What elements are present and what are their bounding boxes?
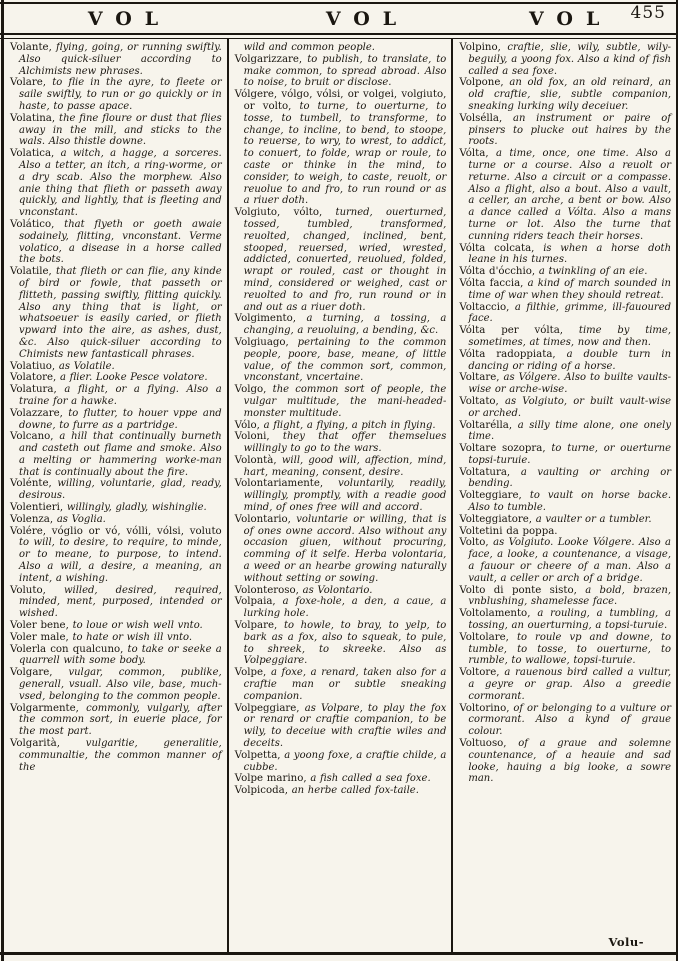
entry-headword: Voltore,: [459, 667, 505, 679]
entry-headword: Voler bene,: [10, 620, 73, 632]
entry-headword: Volére, vóglio or vó, vólli, vólsi, voluto: [10, 525, 222, 537]
entry-headword: Vólta colcata,: [459, 242, 544, 254]
dictionary-entry: Voloni, they that offer themselues willingly to go to the wars.: [234, 431, 447, 455]
entry-headword: Voltarélla,: [459, 419, 518, 431]
dictionary-entry: Volgarizzare, to publish, to translate, to make common, to spread abroad. Also to noise, to bruit or disclose.: [234, 53, 447, 89]
dictionary-entry: [459, 526, 671, 538]
dictionary-entry: Volsélla, an instrument or paire of pinsers to plucke out haires by the roots.: [459, 112, 672, 148]
dictionary-entry: Volpaia, a foxe-hole, a den, a caue, a lurking hole.: [234, 596, 447, 620]
entry-headword: Vólta,: [459, 148, 497, 160]
entry-headword: Volontariamente,: [234, 478, 339, 490]
entry-headword: Volatica,: [10, 148, 61, 160]
dictionary-entry: Voluto, willed, desired, required, minded, ment, purposed, intended or wished.: [10, 584, 222, 620]
dictionary-entry: Volteggiatore, a vaulter or a tumbler.: [459, 513, 652, 525]
dictionary-entry: Volgo, the common sort of people, the vulgar multitude, the mani-headed-monster multitude.: [234, 384, 447, 419]
entry-headword: Volpe,: [234, 667, 271, 679]
catchword: Volu-: [608, 935, 644, 949]
entry-headword: Voltare,: [459, 372, 504, 384]
dictionary-entry: Volatore, a flier. Looke Pesce volatore.: [10, 372, 208, 384]
running-title-col3: VOL: [529, 8, 613, 30]
entry-headword: Volpicoda,: [234, 785, 292, 797]
dictionary-entry: Vólta d'ócchio, a twinkling of an eie.: [459, 266, 648, 278]
entry-headword: Voluto,: [10, 584, 64, 596]
entry-headword: Volenza,: [10, 513, 57, 525]
entry-headword: Volentieri,: [10, 502, 67, 514]
dictionary-entry: Volpe marino, a fish called a sea foxe.: [234, 773, 431, 785]
entry-headword: Volatile,: [10, 266, 57, 278]
dictionary-entry: Voltore, a rauenous bird called a vultur, a geyre or grap. Also a greedie cormorant.: [459, 667, 672, 702]
dictionary-entry: Vólo, a flight, a flying, a pitch in flying.: [234, 419, 436, 431]
entry-headword: Voltetini da poppa.: [459, 525, 558, 537]
entry-headword: Volgarizzare,: [234, 53, 308, 65]
dictionary-entry: Voltato, as Volgiuto, or built vault-wise or arched.: [459, 395, 672, 419]
dictionary-entry: Volpe, a foxe, a renard, taken also for a craftie man or subtle sneaking companion.: [234, 667, 447, 702]
entry-headword: Volpe marino,: [234, 773, 311, 785]
entry-headword: Volontà,: [234, 454, 282, 466]
dictionary-entry: Volonteroso, as Volontario.: [234, 584, 373, 596]
entry-headword: Volonteroso,: [234, 584, 303, 596]
dictionary-entry: Vólta radoppiata, a double turn in dancing or riding of a horse.: [459, 348, 672, 372]
entry-headword: Voltolamento,: [459, 608, 538, 620]
entry-headword: Volatura,: [10, 384, 65, 396]
dictionary-entry: Volpare, to howle, to bray, to yelp, to bark as a fox, also to squeak, to pule, to shreek, to skreeke. Also as Volpeggiare.: [234, 620, 447, 667]
page-number: 455: [630, 3, 666, 23]
dictionary-entry: Voltare, as Vólgere. Also to builte vaults-wise or arche-wise.: [459, 372, 672, 396]
dictionary-entry: Volpicoda, an herbe called fox-taile.: [234, 785, 419, 797]
entry-headword: Volcano,: [10, 431, 60, 443]
dictionary-entry: Voler male, to hate or wish ill vnto.: [10, 631, 193, 643]
dictionary-entry: Volére, vóglio or vó, vólli, vólsi, voluto to will, to desire, to require, to minde, or to meane, to purpose, to intend. Also a will, a desire, a meaning, an intent, a wishing.: [10, 525, 222, 584]
entry-headword: Voltorino,: [459, 702, 514, 714]
entry-headword: Volatiuo,: [10, 360, 59, 372]
entry-headword: Volénte,: [10, 478, 58, 490]
dictionary-entry: Volpetta, a yoong foxe, a craftie childe, a cubbe.: [234, 749, 447, 773]
running-title-col1: VOL: [87, 8, 172, 30]
entry-headword: Volpaia,: [234, 596, 283, 608]
entry-headword: Volpeggiare,: [234, 702, 305, 714]
dictionary-entry: wild and common people.: [243, 42, 375, 53]
entry-headword: Volante,: [10, 42, 56, 53]
dictionary-entry: Voltare sozopra, to turne, or ouerturne topsi-turuie.: [459, 443, 672, 466]
entry-headword: Vólta faccia,: [459, 277, 528, 289]
dictionary-entry: Volentieri, willingly, gladly, wishinglie.: [10, 502, 207, 514]
entry-headword: Vólta radoppiata,: [459, 348, 567, 360]
dictionary-entry: Volgiuago, pertaining to the common people, poore, base, meane, of little value, of the common sort, common, vnconstant, vncertaine.: [234, 336, 447, 384]
entry-headword: Volpare,: [234, 620, 284, 632]
entry-headword: Volgimento,: [234, 313, 307, 325]
entry-headword: Volpetta,: [234, 749, 285, 761]
dictionary-entry: Volgarmente, commonly, vulgarly, after the common sort, in euerie place, for the most part.: [10, 702, 222, 738]
dictionary-entry: Voltatura, a vaulting or arching or bending.: [459, 466, 672, 490]
entry-headword: Volteggiare,: [459, 490, 530, 502]
dictionary-entry: Volontà, will, good will, affection, mind, hart, meaning, consent, desire.: [234, 454, 447, 478]
entry-headword: Volerla con qualcuno,: [10, 643, 128, 655]
dictionary-entry: Volante, flying, going, or running swiftly. Also quick-siluer according to Alchimists new phrases.: [10, 42, 222, 77]
dictionary-entry: Volteggiare, to vault on horse backe. Also to tumble.: [459, 490, 672, 514]
dictionary-entry: Vólta, a time, once, one time. Also a turne or a course. Also a reuolt or returne. Also a circuit or a compasse. Also a flight, also a bout. Also a vault, a celler, an arche, a bent or bow. Also a dance called a Vólta. Also a mans turne or lot. Also the turne that cunning riders teach their horses.: [459, 148, 672, 242]
dictionary-entry: Volatina, the fine floure or dust that flies away in the mill, and sticks to the wals. Also thistle downe.: [10, 112, 222, 148]
entry-headword: Voltare sozopra,: [459, 443, 552, 455]
entry-headword: Volgo,: [234, 384, 273, 396]
dictionary-entry: Volgiuto, vólto, turned, ouerturned, tossed, tumbled, transformed, reuolted, changed, inclined, bent, stooped, reuersed, wried, wrested, addicted, conuerted, reuolued, folded, wrapt or rouled, cast or thought in mind, considered or weighed, cast or reuolted to and fro, run round or in and out as a riuer doth.: [234, 207, 447, 313]
dictionary-entry: Voltarélla, a silly time alone, one onely time.: [459, 419, 672, 443]
entry-headword: Vólta d'ócchio,: [459, 266, 539, 278]
dictionary-entry: Voltorino, of or belonging to a vulture or cormorant. Also a kynd of graue colour.: [459, 702, 672, 738]
entry-headword: Voltolare,: [459, 631, 517, 643]
entry-headword: Volontario,: [234, 513, 297, 525]
dictionary-entry: Voler bene, to loue or wish well vnto.: [10, 620, 203, 632]
entry-headword: Volgare,: [10, 667, 69, 679]
dictionary-entry: Volénte, willing, voluntarie, glad, ready, desirous.: [10, 478, 222, 502]
dictionary-entry: Volgare, vulgar, common, publike, generall, vsuall. Also vile, base, much-vsed, belonging to the common people.: [10, 667, 222, 702]
dictionary-entry: Volático, that flyeth or goeth awaie sodainely, flitting, vnconstant. Verme volatico, a disease in a horse called the bots.: [10, 218, 222, 266]
entry-headword: Volatore,: [10, 372, 60, 384]
entry-headword: Volático,: [10, 218, 65, 230]
entry-headword: Volare,: [10, 77, 53, 89]
dictionary-entry: Voltolamento, a rouling, a tumbling, a tossing, an ouerturning, a topsi-turuie.: [459, 608, 672, 632]
dictionary-entry: Volpone, an old fox, an old reinard, an old craftie, slie, subtle companion, sneaking lurking wily deceiuer.: [459, 77, 672, 112]
entry-headword: Volteggiatore,: [459, 513, 536, 525]
dictionary-entry: Volazzare, to flutter, to houer vppe and downe, to furre as a partridge.: [10, 407, 222, 431]
dictionary-entry: Volpeggiare, as Volpare, to play the fox or renard or craftie companion, to be wily, to deceiue with craftie wiles and deceits.: [234, 702, 447, 750]
entry-headword: Vólo,: [234, 419, 264, 431]
dictionary-entry: Vólta faccia, a kind of march sounded in time of war when they should retreat.: [459, 277, 671, 301]
entry-headword: Volgarmente,: [10, 702, 87, 714]
dictionary-entry: Vólgere, vólgo, vólsi, or volgei, volgiuto, or volto, to turne, to ouerturne, to tosse, to tumbell, to transforme, to change, to incline, to bend, to stoope, to reuerse, to wry, to wrest, to addict, to conuert, to folde, wrap or roule, to caste or thinke in the mind, to consider, to weigh, to caste, reuolt, or reuolue to and fro, to run round or as a riuer doth.: [234, 89, 447, 207]
entry-headword: Volto,: [459, 537, 494, 549]
entry-headword: Volgiuago,: [234, 336, 298, 348]
dictionary-entry: Volto di ponte sisto, a bold, brazen, vnblushing, shamelesse face.: [459, 584, 672, 608]
entry-headword: Voltaccio,: [459, 301, 515, 313]
dictionary-entry: Volontariamente, voluntarily, readily, willingly, promptly, with a readie good mind, of ones free will and accord.: [234, 478, 447, 514]
column-3: [453, 39, 676, 952]
dictionary-entry: Volatura, a flight, or a flying. Also a traine for a hawke.: [10, 384, 222, 407]
entry-headword: Volsélla,: [459, 112, 514, 124]
entry-headword: Volazzare,: [10, 407, 69, 419]
entry-headword: Volpino,: [459, 42, 508, 53]
dictionary-entry: Volto, as Volgiuto. Looke Vólgere. Also a face, a looke, a countenance, a visage, a fauour or cheere of a man. Also a vault, a celler or arch of a bridge.: [459, 537, 672, 584]
dictionary-entry: Volatica, a witch, a hagge, a sorceres. Also a tetter, an itch, a ring-worme, or a dry scab. Also the morphew. Also anie thing that flieth or passeth away quickly, and lightly, that is fleeting and vnconstant.: [10, 148, 222, 219]
dictionary-entry: Volontario, voluntarie or willing, that is of ones owne accord. Also without any occasion giuen, without procuring, comming of it selfe. Herba volontaria, a weed or an hearbe growing naturally without setting or sowing.: [234, 513, 447, 584]
dictionary-entry: Volatile, that flieth or can flie, any kinde of bird or fowle, that passeth or flitteth, passing swiftly, flitting quickly. Also any thing that is light, or whatsoeuer is easily caried, or flieth vpward into the aire, as ashes, dust, &c. Also quick-siluer according to Chimists new fantasticall phrases.: [10, 266, 222, 360]
dictionary-entry: Vólta colcata, is when a horse doth leane in his turnes.: [459, 242, 672, 266]
dictionary-entry: Volgarità, vulgaritie, generalitie, communaltie, the common manner of the: [10, 738, 222, 773]
column-1: [4, 39, 227, 952]
dictionary-entry: Volare, to flie in the ayre, to fleete or saile swiftly, to run or go quickly or in haste, to passe apace.: [10, 77, 222, 112]
entry-headword: Vólgere, vólgo, vólsi, or volgei, volgiuto, or volto,: [234, 89, 447, 112]
entry-headword: Volgarità,: [10, 738, 86, 750]
top-rule: [0, 2, 678, 4]
entry-headword: Volto di ponte sisto,: [459, 584, 586, 596]
dictionary-entry: Voltolare, to roule vp and downe, to tumble, to tosse, to ouerturne, to rumble, to wallowe, topsi-turuie.: [459, 631, 672, 667]
entry-headword: Voltatura,: [459, 466, 521, 478]
entry-headword: Voler male,: [10, 631, 73, 643]
entry-headword: Volgiuto, vólto,: [234, 207, 336, 219]
dictionary-entry: Volcano, a hill that continually burneth and casteth out flame and smoke. Also a melting or hammering worke-man that is continually about the fire.: [10, 431, 222, 478]
column-2: [229, 39, 452, 952]
entry-headword: Voloni,: [234, 431, 283, 443]
entry-headword: Voltuoso,: [459, 738, 519, 750]
running-title-col2: VOL: [325, 8, 410, 30]
dictionary-entry: Voltaccio, a filthie, grimme, ill-fauoured face.: [459, 301, 672, 325]
dictionary-entry: Volenza, as Voglia.: [10, 513, 106, 525]
dictionary-entry: Volpino, craftie, slie, wily, subtle, wily-beguily, a yoong fox. Also a kind of fish called a sea foxe.: [459, 42, 672, 77]
dictionary-entry: Volatiuo, as Volatile.: [10, 360, 115, 372]
entry-headword: Voltato,: [459, 395, 506, 407]
entry-headword: Vólta per vólta,: [459, 325, 579, 337]
page-header: [4, 6, 676, 32]
dictionary-entry: Volerla con qualcuno, to take or seeke a quarrell with some body.: [10, 643, 222, 667]
dictionary-entry: Voltuoso, of a graue and solemne countenance, of a heauie and sad looke, hauing a big looke, a sowre man.: [459, 738, 672, 785]
entry-headword: Volatina,: [10, 112, 60, 124]
entry-headword: Volpone,: [459, 77, 510, 89]
text-columns: [4, 39, 676, 952]
dictionary-entry: Volgimento, a turning, a tossing, a changing, a reuoluing, a bending, &c.: [234, 313, 447, 337]
dictionary-entry: Vólta per vólta, time by time, sometimes, at times, now and then.: [459, 325, 672, 348]
bottom-rule: [0, 952, 678, 955]
